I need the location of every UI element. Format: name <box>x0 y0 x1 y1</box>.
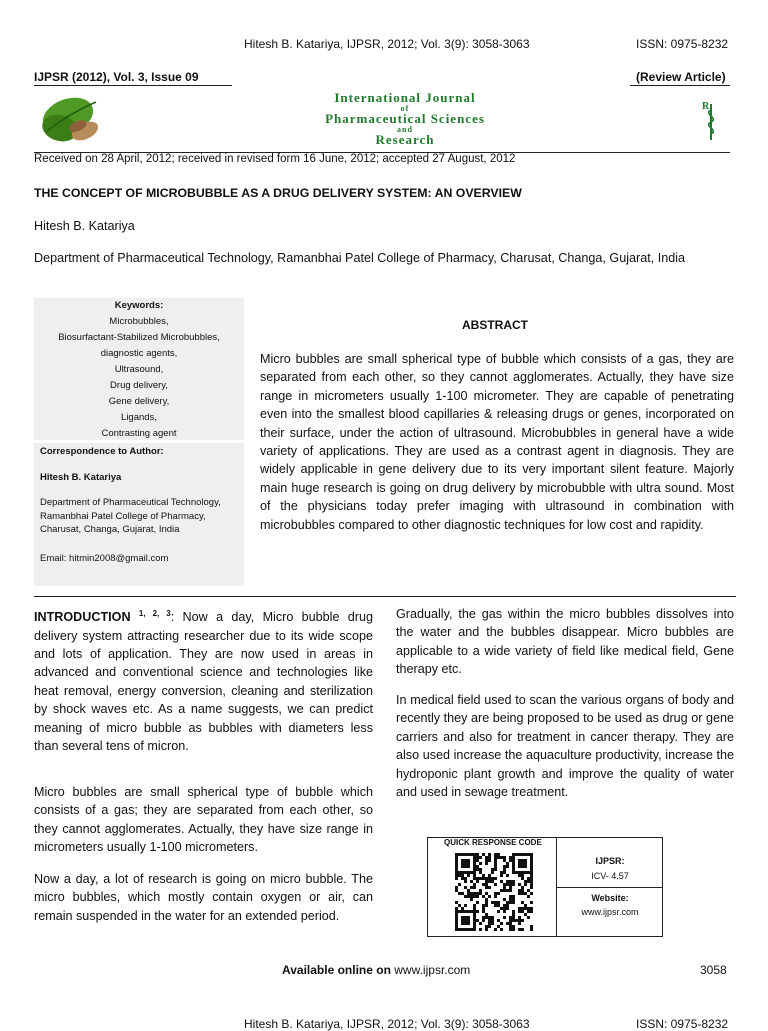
qr-code-icon <box>446 852 542 932</box>
journal-name <box>270 90 540 147</box>
next-page-citation: Hitesh B. Katariya, IJPSR, 2012; Vol. 3(9): 3058-3063 <box>244 1017 530 1031</box>
received-dates: Received on 28 April, 2012; received in revised form 16 June, 2012; accepted 27 August, 2012 <box>34 153 516 165</box>
correspondence-address: Department of Pharmaceutical Technology, Ramanbhai Patel College of Pharmacy, Charusat, Changa, Gujarat, India <box>40 497 221 535</box>
svg-text:R: R <box>702 101 710 112</box>
ijpsr-label: IJPSR: <box>595 856 625 866</box>
page-number: 3058 <box>700 963 727 977</box>
running-citation: Hitesh B. Katariya, IJPSR, 2012; Vol. 3(9): 3058-3063 <box>244 37 530 51</box>
next-page-issn: ISSN: 0975-8232 <box>636 1017 729 1031</box>
affiliation: Department of Pharmaceutical Technology, Ramanbhai Patel College of Pharmacy, Charusat, Changa, Gujarat, India <box>34 251 686 265</box>
qr-info-box <box>427 837 663 937</box>
keyword-item: Ultrasound, <box>114 364 164 375</box>
intro-paragraph-1 <box>34 605 373 755</box>
issn: ISSN: 0975-8232 <box>636 37 729 51</box>
footer-available <box>282 963 470 977</box>
leaf-logo <box>40 94 106 146</box>
rx-caduceus-icon <box>700 98 722 142</box>
website-link[interactable]: www.ijpsr.com <box>581 907 639 917</box>
keyword-item: Ligands, <box>121 412 157 423</box>
correspondence-heading: Correspondence to Author: <box>40 446 164 457</box>
intro-heading: INTRODUCTION <box>34 610 131 625</box>
abstract-text: Micro bubbles are small spherical type of bubble which consists of a gas, they are separated from each other, so they cannot agglomerates. Actually, they have size range in micrometers usually 1-100 micrometer. They are capable of penetrating even into the smallest blood capillaries & releasing drugs or genes, incorporated on their surface, under the action of ultrasound. Microbubbles in general have a wide variety of applications. They are used as a contrast agent in diagnosis. They are widely applicable in gene delivery due to its very important silent feature. Majorly main huge research is going on drug delivery by microbubble with ultra sound. Most of the physicians today prefer imaging with ultrasound in combination with microbubbles compared to other diagnostic techniques for low cost and rapidity. <box>260 352 734 532</box>
article-type: (Review Article) <box>636 70 726 84</box>
journal-name-line-2: of <box>400 103 410 113</box>
journal-issue: IJPSR (2012), Vol. 3, Issue 09 <box>34 70 199 84</box>
intro-refs: 1, 2, 3 <box>138 609 171 618</box>
intro-text-1: : Now a day, Micro bubble drug delivery system attracting researcher due to its wide scope and lots of application. They are now used in areas in advanced and conventional science and technologies like heat removal, energy conversion, cleaning and sterilization by shock waves etc. As a name suggests, we can predict meaning of micro bubble as bubbles with diameters less than several tens of micron. <box>34 610 374 754</box>
journal-name-line-4: and <box>397 124 413 134</box>
keyword-item: Biosurfactant-Stabilized Microbubbles, <box>58 332 220 343</box>
qr-label: QUICK RESPONSE CODE <box>444 838 542 847</box>
journal-name-line-1: International Journal <box>334 90 476 105</box>
correspondence-box <box>34 443 244 586</box>
journal-name-line-5: Research <box>375 132 435 147</box>
correspondence-name: Hitesh B. Katariya <box>40 471 122 483</box>
author-name: Hitesh B. Katariya <box>34 219 135 233</box>
footer-url[interactable]: www.ijpsr.com <box>394 963 471 977</box>
keyword-item: Microbubbles, <box>109 316 169 327</box>
journal-name-line-3: Pharmaceutical Sciences <box>325 111 485 126</box>
icv-value: ICV- 4.57 <box>591 871 629 881</box>
intro-paragraph-2: Micro bubbles are small spherical type of bubble which consists of a gas; they are separated from each other, so they cannot agglomerates. Actually, they have size range in micrometers usually 1-100 micrometers. <box>34 785 373 855</box>
keyword-item: diagnostic agents, <box>100 348 178 359</box>
intro-paragraph-5: In medical field used to scan the various organs of body and recently they are being proposed to be used as drug or gene carriers and also for treatment in cancer therapy. They are also used increase the aquaculture productivity, increase the hydroponic plant growth and improve the quality of water and used in sewage treatment. <box>396 693 734 800</box>
keyword-item: Contrasting agent <box>101 428 177 439</box>
intro-paragraph-3: Now a day, a lot of research is going on micro bubble. The micro bubbles, which mostly contain oxygen or air, can remain suspended in the water for an extended period. <box>34 872 373 923</box>
website-label: Website: <box>591 893 629 903</box>
article-title: THE CONCEPT OF MICROBUBBLE AS A DRUG DELIVERY SYSTEM: AN OVERVIEW <box>34 186 522 200</box>
intro-paragraph-4: Gradually, the gas within the micro bubbles dissolves into the water and the bubbles disappear. Micro bubbles are applicable to a wide variety of field like medical field, Gene therapy etc. <box>396 607 734 677</box>
keywords-heading: Keywords: <box>114 300 164 311</box>
keyword-item: Drug delivery, <box>110 380 168 391</box>
abstract-heading: ABSTRACT <box>462 318 528 332</box>
correspondence-email: Email: hitmin2008@gmail.com <box>40 552 169 564</box>
keywords-box <box>34 298 244 440</box>
keyword-item: Gene delivery, <box>108 396 170 407</box>
footer-available-label: Available online on <box>282 963 391 977</box>
